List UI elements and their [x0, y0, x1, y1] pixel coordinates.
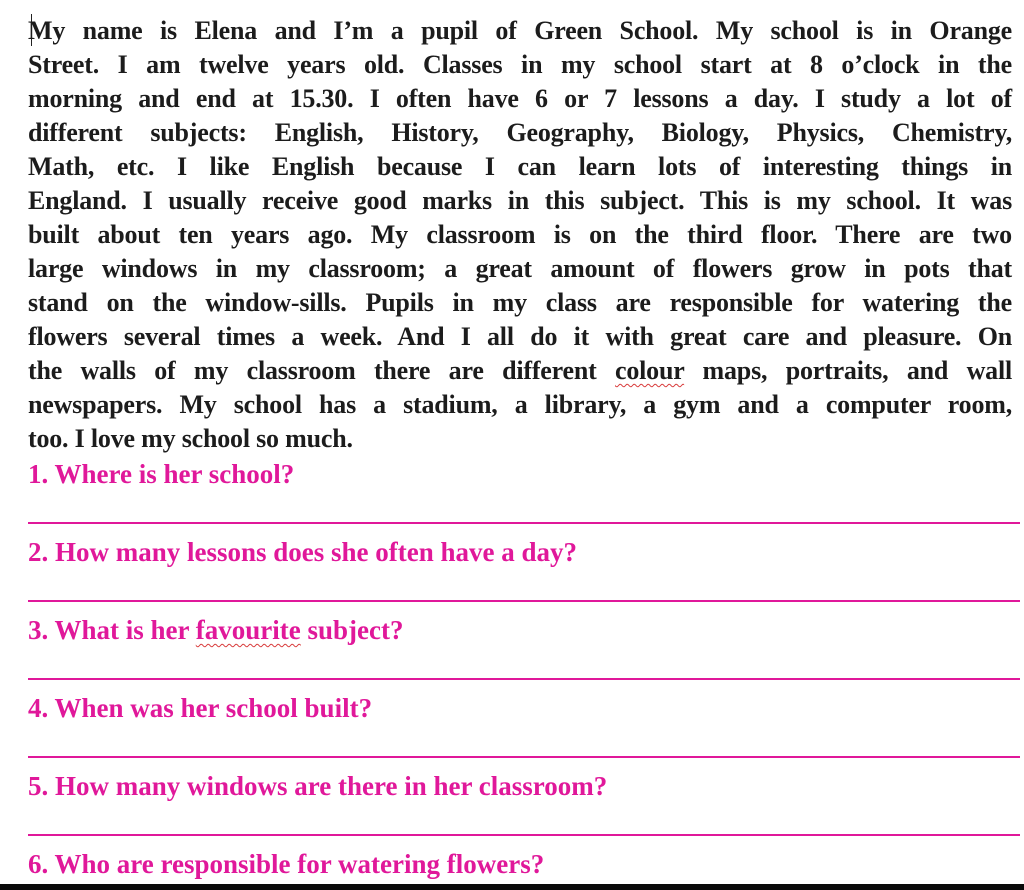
passage-line: Math, etc. I like English because I can learn lots of interesting things in: [28, 152, 1012, 181]
answer-line-5[interactable]: [28, 834, 1020, 836]
passage-line: flowers several times a week. And I all do it with great care and pleasure. On: [28, 322, 1012, 351]
question-5: 5. How many windows are there in her classroom?: [28, 771, 608, 801]
question-6: 6. Who are responsible for watering flowers?: [28, 849, 545, 879]
passage-line: too. I love my school so much.: [28, 424, 353, 453]
answer-line-4[interactable]: [28, 756, 1020, 758]
passage-line: Street. I am twelve years old. Classes in my school start at 8 o’clock in the: [28, 50, 1012, 79]
passage-line: My name is Elena and I’m a pupil of Green School. My school is in Orange: [28, 16, 1012, 45]
passage-line: different subjects: English, History, Geography, Biology, Physics, Chemistry,: [28, 118, 1012, 147]
passage-line: stand on the window-sills. Pupils in my class are responsible for watering the: [28, 288, 1012, 317]
question-2: 2. How many lessons does she often have a day?: [28, 537, 578, 567]
question-text: subject?: [307, 615, 404, 645]
passage-line: England. I usually receive good marks in this subject. This is my school. It was: [28, 186, 1012, 215]
reading-passage: [28, 14, 1012, 456]
question-4: 4. When was her school built?: [28, 693, 373, 723]
passage-text: the walls of my classroom there are different: [28, 356, 597, 385]
question-text: 3. What is her: [28, 615, 190, 645]
spellcheck-word: favourite: [195, 615, 301, 645]
answer-line-3[interactable]: [28, 678, 1020, 680]
passage-line: built about ten years ago. My classroom is on the third floor. There are two: [28, 220, 1012, 249]
question-1: 1. Where is her school?: [28, 459, 295, 489]
question-3: [28, 612, 1020, 648]
passage-line: morning and end at 15.30. I often have 6 or 7 lessons a day. I study a lot of: [28, 84, 1012, 113]
passage-line: newspapers. My school has a stadium, a library, a gym and a computer room,: [28, 390, 1012, 419]
passage-text: maps, portraits, and wall: [702, 356, 1012, 385]
spellcheck-word: colour: [615, 356, 685, 385]
answer-line-1[interactable]: [28, 522, 1020, 524]
passage-line: [28, 354, 1012, 388]
answer-line-2[interactable]: [28, 600, 1020, 602]
bottom-border: [0, 884, 1024, 890]
passage-line: large windows in my classroom; a great amount of flowers grow in pots that: [28, 254, 1012, 283]
question-list: [28, 456, 1020, 882]
